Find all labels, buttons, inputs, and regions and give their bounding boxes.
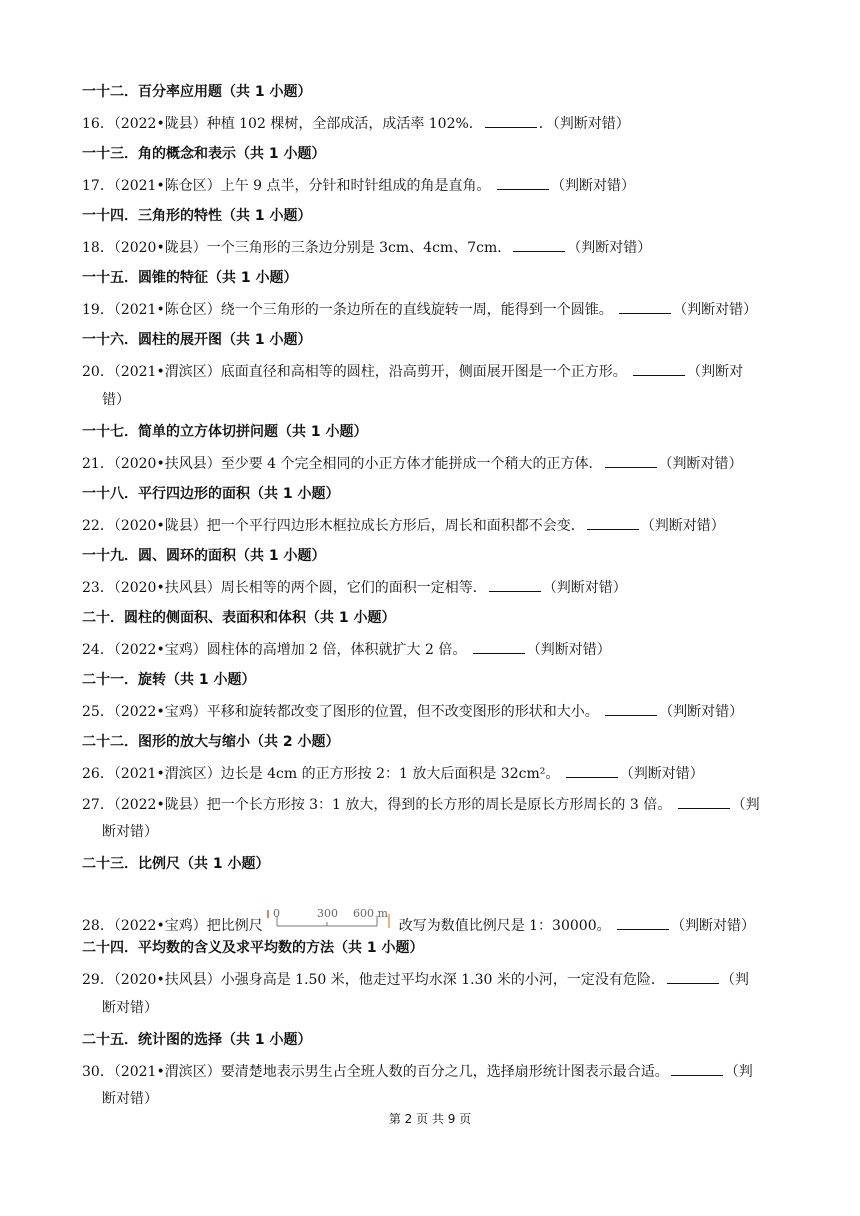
question-28: 28．（2022•宝鸡）把比例尺 0 300 600 m 改写为数值比例尺是 1：30000。 （判断对错） (82, 907, 756, 934)
section-heading: 一十三．角的概念和表示（共 1 小题） (82, 146, 326, 162)
scale-label-0: 0 (272, 907, 280, 920)
section-heading: 二十．圆柱的侧面积、表面积和体积（共 1 小题） (82, 610, 396, 626)
scale-label-300: 300 (316, 907, 338, 920)
question-25: 25．（2022•宝鸡）平移和旋转都改变了图形的位置，但不改变图形的形状和大小。 （判断对错） (82, 701, 780, 722)
answer-blank[interactable] (497, 175, 549, 190)
question-continuation: 错） (102, 392, 130, 408)
answer-blank[interactable] (473, 639, 525, 654)
question-26: 26．（2021•渭滨区）边长是 4cm 的正方形按 2：1 放大后面积是 32cm²。 （判断对错） (82, 763, 780, 784)
question-21: 21．（2020•扶风县）至少要 4 个完全相同的小正方体才能拼成一个稍大的正方体． （判断对错） (82, 453, 780, 474)
section-heading: 一十五．圆锥的特征（共 1 小题） (82, 270, 298, 286)
question-23: 23．（2020•扶风县）周长相等的两个圆，它们的面积一定相等． （判断对错） (82, 577, 780, 598)
answer-blank[interactable] (489, 577, 541, 592)
question-19: 19．（2021•陈仓区）绕一个三角形的一条边所在的直线旋转一周，能得到一个圆锥。 （判断对错） (82, 299, 780, 320)
section-heading: 二十五．统计图的选择（共 1 小题） (82, 1032, 312, 1048)
answer-blank[interactable] (605, 701, 657, 716)
question-continuation: 断对错） (102, 1091, 158, 1107)
answer-blank[interactable] (633, 361, 685, 376)
section-heading: 一十八．平行四边形的面积（共 1 小题） (82, 486, 340, 502)
question-27: 27．（2022•陇县）把一个长方形按 3：1 放大，得到的长方形的周长是原长方形周长的 3 倍。 （判 (82, 794, 780, 815)
question-16: 16．（2022•陇县）种植 102 棵树，全部成活，成活率 102%． ．（判断对错） (82, 113, 780, 134)
question-29: 29．（2020•扶风县）小强身高是 1.50 米，他走过平均水深 1.30 米的小河，一定没有危险． （判 (82, 969, 780, 990)
section-heading: 一十九．圆、圆环的面积（共 1 小题） (82, 548, 326, 564)
question-18: 18．（2020•陇县）一个三角形的三条边分别是 3cm、4cm、7cm． （判断对错） (82, 237, 780, 258)
question-24: 24．（2022•宝鸡）圆柱体的高增加 2 倍，体积就扩大 2 倍。 （判断对错） (82, 639, 780, 660)
question-continuation: 断对错） (102, 824, 158, 840)
page-footer: 第 2 页 共 9 页 (388, 1112, 472, 1126)
answer-blank[interactable] (678, 794, 730, 809)
scale-label-600m: 600 m (352, 907, 388, 920)
question-continuation: 断对错） (102, 1000, 158, 1016)
section-heading: 二十四．平均数的含义及求平均数的方法（共 1 小题） (82, 940, 424, 956)
question-22: 22．（2020•陇县）把一个平行四边形木框拉成长方形后，周长和面积都不会变． （判断对错） (82, 515, 780, 536)
question-17: 17．（2021•陈仓区）上午 9 点半，分针和时针组成的角是直角。 （判断对错） (82, 175, 780, 196)
answer-blank[interactable] (617, 915, 669, 930)
section-heading: 二十二．图形的放大与缩小（共 2 小题） (82, 734, 340, 750)
section-heading: 一十四．三角形的特性（共 1 小题） (82, 208, 312, 224)
answer-blank[interactable] (605, 453, 657, 468)
section-heading: 一十六．圆柱的展开图（共 1 小题） (82, 332, 312, 348)
answer-blank[interactable] (566, 763, 618, 778)
answer-blank[interactable] (619, 299, 671, 314)
section-heading: 二十三．比例尺（共 1 小题） (82, 856, 270, 872)
section-heading: 一十二．百分率应用题（共 1 小题） (82, 84, 312, 100)
answer-blank[interactable] (671, 1061, 723, 1076)
section-heading: 二十一．旋转（共 1 小题） (82, 672, 256, 688)
answer-blank[interactable] (587, 515, 639, 530)
question-30: 30．（2021•渭滨区）要清楚地表示男生占全班人数的百分之几，选择扇形统计图表示最合适。 （判 (82, 1061, 780, 1082)
answer-blank[interactable] (485, 113, 537, 128)
section-heading: 一十七．简单的立方体切拼问题（共 1 小题） (82, 424, 368, 440)
question-20: 20．（2021•渭滨区）底面直径和高相等的圆柱，沿高剪开，侧面展开图是一个正方形。 （判断对 (82, 361, 780, 382)
answer-blank[interactable] (667, 969, 719, 984)
answer-blank[interactable] (513, 237, 565, 252)
scale-bar-image (265, 906, 397, 936)
